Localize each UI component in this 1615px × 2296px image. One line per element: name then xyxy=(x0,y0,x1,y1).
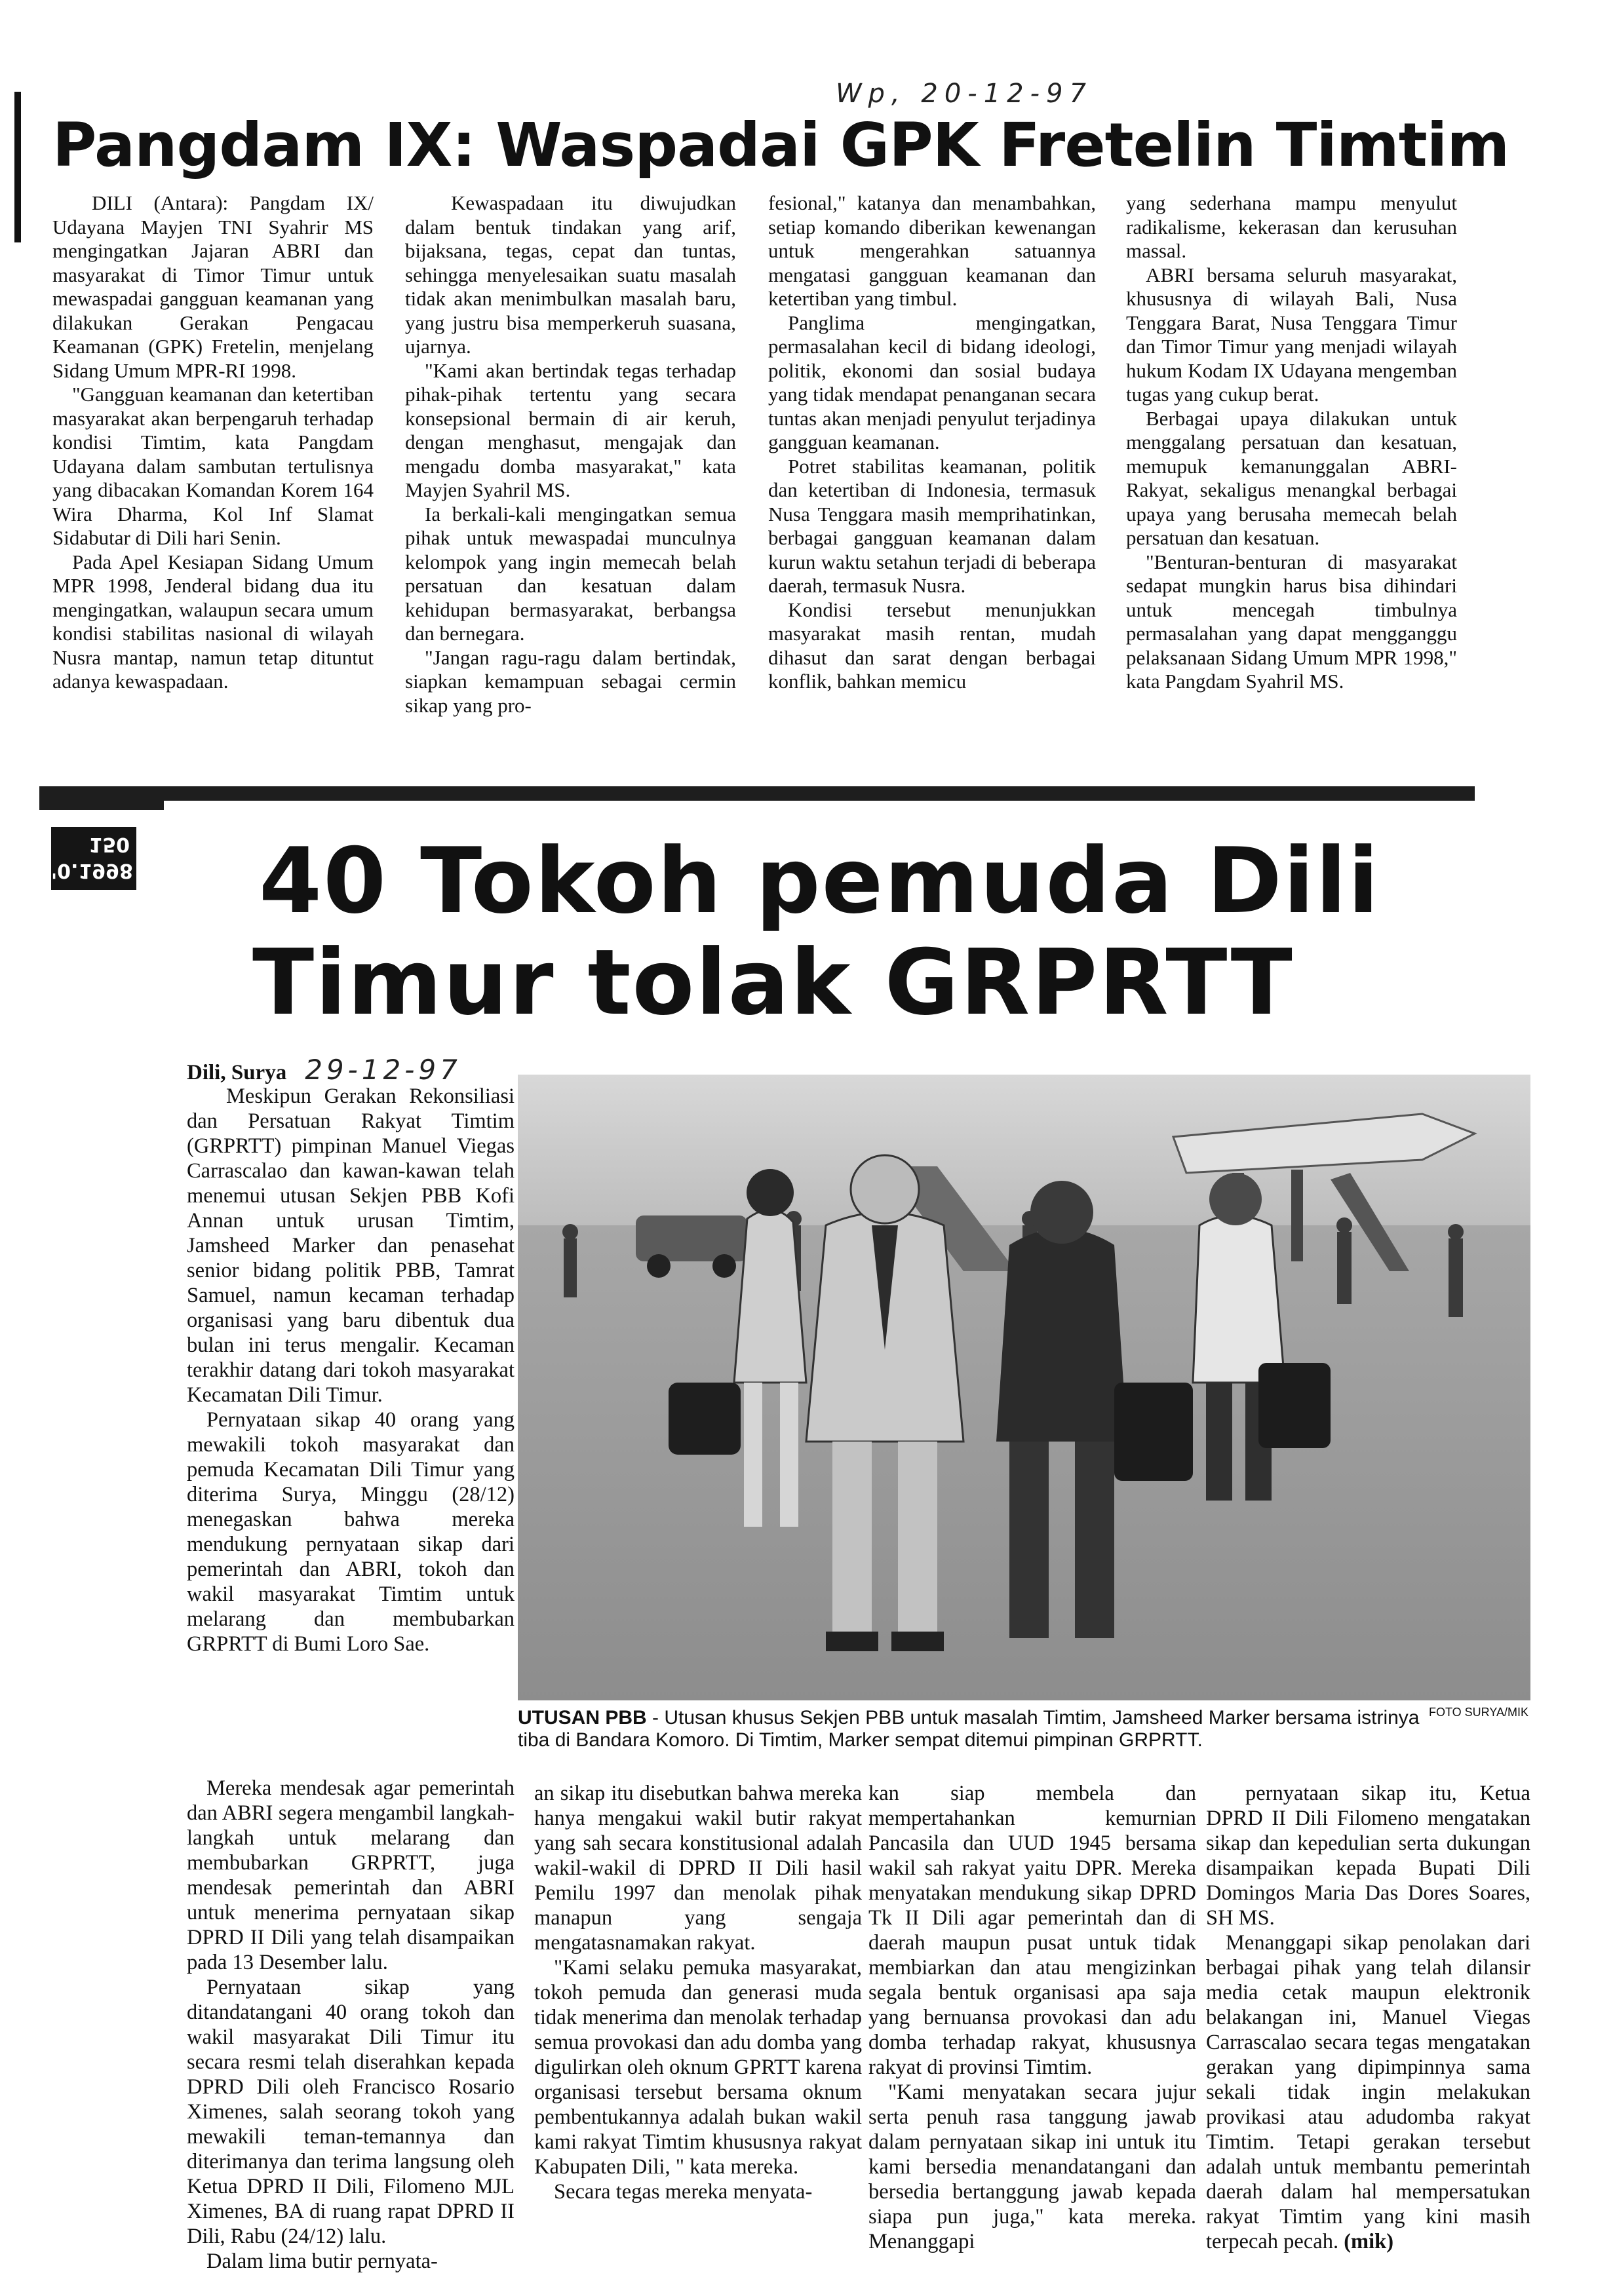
paragraph: "Kami menyatakan secara jujur serta penuh rasa tanggung jawab dalam pernyataan sikap ini untuk itu kami bersedia menandatangani dan bersedia bertanggung jawab kepada siapa pun juga," kata mereka. Menanggapi xyxy=(868,2080,1196,2253)
paragraph: Kewaspadaan itu diwujudkan dalam bentuk tindakan yang arif, bijaksana, tegas, cepat dan tuntas, sehingga menyelesaikan suatu masalah tidak akan menimbulkan masalah baru, yang justru bisa memperkeruh suasana, ujarnya. xyxy=(405,191,736,358)
clip2-dateline: Dili, Surya xyxy=(187,1061,287,1084)
clip2-column-2 xyxy=(534,1781,862,2286)
news-photo xyxy=(518,1075,1530,1700)
paragraph: Secara tegas mereka menyata- xyxy=(554,2180,813,2204)
paragraph: "Jangan ragu-ragu dalam bertindak, siapkan kemampuan sebagai cermin sikap yang pro- xyxy=(405,645,736,717)
paragraph: "Benturan-benturan di masyarakat sedapat mungkin harus bisa dihindari untuk mencegah timbulnya permasalahan yang dapat mengganggu pelaksanaan Sidang Umum MPR 1998," kata Pangdam Syahril MS. xyxy=(1126,550,1457,693)
photo-caption xyxy=(518,1707,1426,1751)
paragraph: Panglima mengingatkan, permasalahan kecil di bidang ideologi, politik, ekonomi dan sosial budaya yang tidak mendapat penanganan secara tuntas akan menjadi penyulut terjadinya gangguan keamanan. xyxy=(768,311,1096,453)
paragraph: Kondisi tersebut menunjukkan masyarakat masih rentan, mudah dihasut dan sarat dengan berbagai konflik, bahkan memicu xyxy=(768,598,1096,693)
paragraph: Ia berkali-kali mengingatkan semua pihak untuk mewaspadai munculnya kelompok yang ingin memecah belah persatuan dan kesatuan dalam kehidupan bermasyarakat, berbangsa dan bernegara. xyxy=(405,502,736,645)
edge-fragment-box xyxy=(51,827,136,890)
clip2-headline-line2: Timur tolak GRPRTT xyxy=(252,930,1294,1035)
clip1-column-4 xyxy=(1126,191,1457,801)
paragraph-text: pernyataan sikap itu, Ketua DPRD II Dili Filomeno mengatakan sikap dan kepedulian serta dukungan disampaikan kepada Bupati Dili Domingos Maria Das Dores Soares, SH MS. xyxy=(1206,1782,1530,1930)
paragraph: Mereka mendesak agar pemerintah dan ABRI segera mengambil langkah-langkah untuk melarang dan membubarkan GRPRTT, juga mendesak pemerintah dan ABRI untuk menerima pernyataan sikap DPRD II Dili yang telah disampaikan pada 13 Desember lalu. xyxy=(187,1776,515,1974)
clip1-column-1 xyxy=(52,191,374,781)
clip1-handwritten-date: Wp, 20-12-97 xyxy=(836,79,1093,109)
paragraph: "Kami akan bertindak tegas terhadap pihak-pihak tertentu yang secara konsepsional bermain di air keruh, dengan menghasut, mengajak dan mengadu domba masyarakat," kata Mayjen Syahril MS. xyxy=(405,358,736,501)
paragraph: Potret stabilitas keamanan, politik dan ketertiban di Indonesia, termasuk Nusa Tenggara masih memprihatinkan, berbagai gangguan keamanan dalam kurun waktu setahun terjadi di beberapa daerah, termasuk Nusra. xyxy=(768,454,1096,597)
paragraph: "Gangguan keamanan dan ketertiban masyarakat akan berpengaruh terhadap kondisi Timtim, kata Pangdam Udayana dalam sambutan tertulisnya yang dibacakan Komandan Korem 164 Wira Dharma, Kol Inf Slamat Sidabutar di Dili hari Senin. xyxy=(52,383,374,549)
edge-fragment-line2: '0.1998 xyxy=(51,859,133,882)
clip2-intro-column xyxy=(187,1084,515,1772)
paragraph: Meskipun Gerakan Rekonsiliasi dan Persatuan Rakyat Timtim (GRPRTT) pimpinan Manuel Viegas Carrascalao dan kawan-kawan telah menemui utusan Sekjen PBB Kofi Annan untuk urusan Timtim, Jamsheed Marker dan penasehat senior bidang politik PBB, Tamrat Samuel, namun kecaman terhadap organisasi yang baru dibentuk dua bulan ini terus mengalir. Kecaman terakhir datang dari tokoh masyarakat Kecamatan Dili Timur. xyxy=(187,1084,515,1407)
paragraph-text: Menanggapi sikap penolakan dari berbagai pihak yang telah dilansir media cetak maupun elektronik belakangan ini, Manuel Viegas Carrascalao secara tegas mengatakan gerakan yang dipimpinnya sama sekali tidak ingin melakukan provikasi atau adudomba rakyat Timtim. Tetapi gerakan tersebut adalah untuk membantu pemerintah daerah dalam hal mempersatukan rakyat Timtim yang kini masih terpecah pecah. xyxy=(1206,1931,1530,2253)
caption-text: - Utusan khusus Sekjen PBB untuk masalah Timtim, Jamsheed Marker bersama istrinya tiba di Bandara Komoro. Di Timtim, Marker sempat ditemui pimpinan GRPRTT. xyxy=(518,1707,1420,1751)
paragraph: DILI (Antara): Pangdam IX/ Udayana Mayjen TNI Syahrir MS mengingatkan Jajaran ABRI dan masyarakat di Timor Timur untuk mewaspadai gangguan keamanan yang dilakukan Gerakan Pengacau Keamanan (GPK) Fretelin, menjelang Sidang Umum MPR-RI 1998. xyxy=(52,191,374,382)
paragraph: kan siap membela dan mempertahankan kemurnian Pancasila dan UUD 1945 bersama wakil sah rakyat yaitu DPR. Mereka menyatakan mendukung sikap DPRD Tk II Dili agar pemerintah dan di daerah maupun pusat untuk tidak membiarkan dan atau mengizinkan segala bentuk organisasi apa saja yang bernuansa provokasi dan adu domba terhadap rakyat, khususnya rakyat di provinsi Timtim. xyxy=(868,1782,1196,2079)
clip1-column-2 xyxy=(405,191,736,781)
paragraph: Pernyataan sikap yang ditandatangani 40 orang tokoh dan wakil masyarakat Dili Timur itu secara resmi telah diserahkan kepada DPRD Dili oleh Francisco Rosario Ximenes, salah seorang tokoh yang mewakili teman-temannya dan diterimanya dan terima langsung oleh Ketua DPRD II Dili, Filomeno MJL Ximenes, BA di ruang rapat DPRD II Dili, Rabu (24/12) lalu. xyxy=(187,1976,515,2248)
clip2-column-4 xyxy=(1206,1781,1530,2286)
photo-illustration xyxy=(518,1075,1530,1700)
clip-edge-mark xyxy=(14,92,21,242)
clip2-dateline-row xyxy=(187,1054,515,1086)
clip1-column-3 xyxy=(768,191,1096,781)
clip2-column-1 xyxy=(187,1776,515,2287)
paragraph: yang sederhana mampu menyulut radikalisme, kekerasan dan kerusuhan massal. xyxy=(1126,191,1457,262)
clip2-headline-line1: 40 Tokoh pemuda Dili xyxy=(259,828,1380,934)
edge-fragment-line1: 150 xyxy=(88,833,130,856)
paragraph: ABRI bersama seluruh masyarakat, khususnya di wilayah Bali, Nusa Tenggara Barat, Nusa Tenggara Timur dan Timor Timur yang menjadi wilayah hukum Kodam IX Udayana mengemban tugas yang cukup berat. xyxy=(1126,263,1457,406)
paragraph: "Kami selaku pemuka masyarakat, tokoh pemuda dan generasi muda tidak menerima dan menolak terhadap semua provokasi dan adu domba yang digulirkan oleh oknum GPRTT karena organisasi tersebut bersama oknum pembentukannya adalah bukan wakil kami rakyat Timtim khususnya rakyat Kabupaten Dili, " kata mereka. xyxy=(534,1956,862,2179)
clip2-column-3 xyxy=(868,1781,1196,2286)
caption-lead: UTUSAN PBB xyxy=(518,1707,647,1729)
paragraph xyxy=(1206,1930,1530,2254)
paragraph xyxy=(1206,1781,1530,1930)
paragraph: Berbagai upaya dilakukan untuk menggalang persatuan dan kesatuan, memupuk kemanunggalan ABRI-Rakyat, sekaligus menangkal berbagai upaya yang berusaha memecah belah persatuan dan kesatuan. xyxy=(1126,406,1457,549)
paragraph: Pernyataan sikap 40 orang yang mewakili tokoh masyarakat dan pemuda Kecamatan Dili Timur yang diterima Surya, Minggu (28/12) menegaskan bahwa mereka mendukung pernyataan sikap dari pemerintah dan ABRI, tokoh dan wakil masyarakat Timtim untuk melarang dan membubarkan GRPRTT di Bumi Loro Sae. xyxy=(187,1408,515,1656)
clip2-handwritten-date: 29-12-97 xyxy=(305,1054,461,1086)
clip1-headline: Pangdam IX: Waspadai GPK Fretelin Timtim xyxy=(52,110,1509,180)
author-signature: (mik) xyxy=(1344,2230,1394,2253)
paragraph: Dalam lima butir pernyata- xyxy=(206,2249,438,2273)
paragraph: an sikap itu disebutkan bahwa mereka hanya mengakui wakil butir rakyat yang sah secara konstitusional adalah wakil-wakil di DPRD II Dili hasil Pemilu 1997 dan menolak pihak manapun yang sengaja mengatasnamakan rakyat. xyxy=(534,1782,862,1955)
paragraph: Pada Apel Kesiapan Sidang Umum MPR 1998, Jenderal bidang dua itu mengingatkan, walaupun secara umum kondisi stabilitas nasional di wilayah Nusra mantap, namun tetap dituntut adanya kewaspadaan. xyxy=(52,550,374,693)
paragraph: fesional," katanya dan menambahkan, setiap komando diberikan kewenangan untuk mengerahkan satuannya mengatasi gangguan keamanan dan ketertiban yang timbul. xyxy=(768,191,1096,310)
photo-credit: FOTO SURYA/MIK xyxy=(1429,1706,1529,1719)
